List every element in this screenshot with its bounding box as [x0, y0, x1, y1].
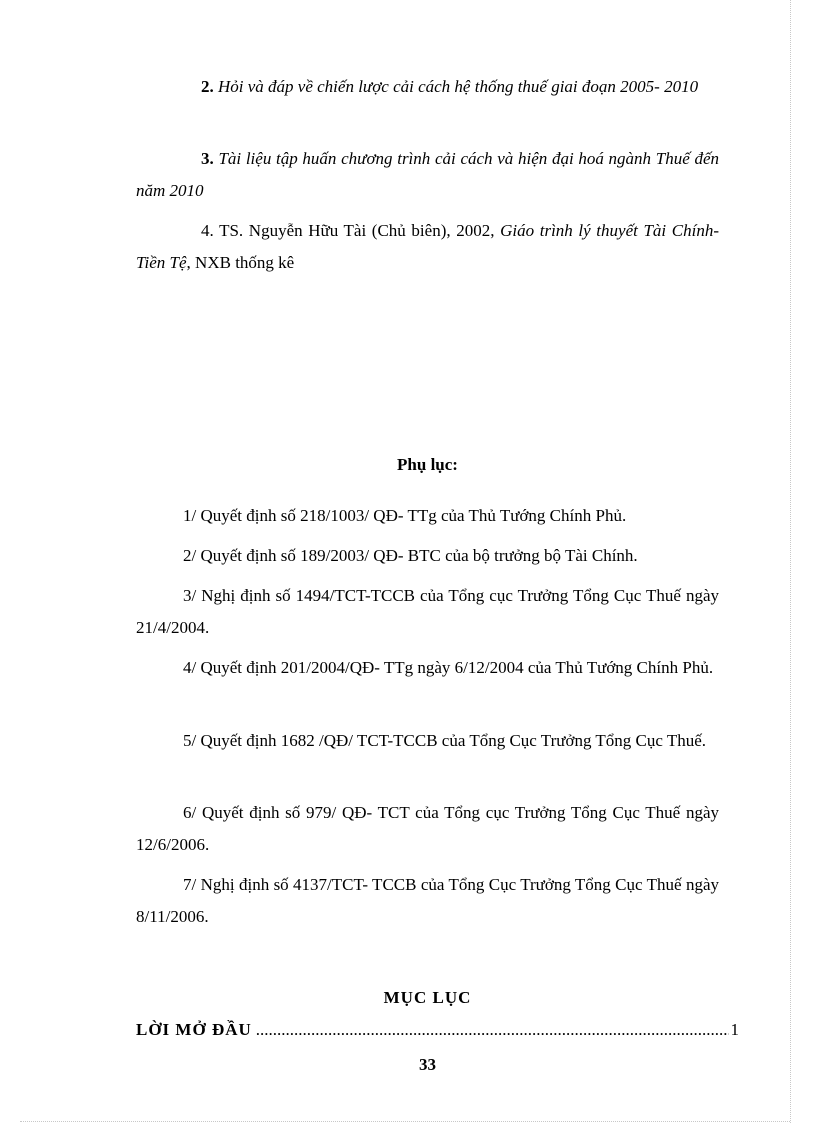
toc-entry[interactable]: [136, 1020, 739, 1040]
reference-item-4: [136, 215, 719, 279]
appendix-item: [136, 580, 719, 644]
appendix-item-text: 6/ Quyết định số 979/ QĐ- TCT của Tổng cục Trưởng Tổng Cục Thuế ngày 12/6/2006.: [136, 803, 719, 854]
appendix-item-text: 5/ Quyết định 1682 /QĐ/ TCT-TCCB của Tổng Cục Trưởng Tổng Cục Thuế.: [183, 731, 707, 750]
appendix-item: [136, 869, 719, 933]
appendix-item-text: 7/ Nghị định số 4137/TCT- TCCB của Tổng Cục Trưởng Tổng Cục Thuế ngày 8/11/2006.: [136, 875, 719, 926]
appendix-item: [136, 725, 719, 757]
page-border-right: [790, 0, 791, 1123]
appendix-item-text: 3/ Nghị định số 1494/TCT-TCCB của Tổng cục Trưởng Tổng Cục Thuế ngày 21/4/2004.: [136, 586, 719, 637]
reference-number: 4.: [201, 221, 214, 240]
reference-number: 3.: [201, 149, 214, 168]
appendix-item: [136, 540, 719, 572]
page-number: 33: [419, 1055, 436, 1074]
appendix-item-text: 1/ Quyết định số 218/1003/ QĐ- TTg của Thủ Tướng Chính Phủ.: [183, 506, 627, 525]
reference-title: Tài liệu tập huấn chương trình cải cách và hiện đại hoá ngành Thuế đến năm 2010: [136, 149, 719, 200]
appendix-item-text: 4/ Quyết định 201/2004/QĐ- TTg ngày 6/12/2004 của Thủ Tướng Chính Phủ.: [183, 658, 714, 677]
reference-author: TS. Nguyễn Hữu Tài (Chủ biên), 2002,: [219, 221, 495, 240]
appendix-item: [136, 500, 719, 532]
page-border-bottom: [20, 1121, 790, 1122]
appendix-heading: Phụ lục:: [397, 455, 458, 474]
appendix-item: [136, 797, 719, 861]
reference-title: Hỏi và đáp về chiến lược cải cách hệ thống thuế giai đoạn 2005- 2010: [218, 77, 699, 96]
toc-leader-dots: [256, 1020, 729, 1040]
reference-item-3: [136, 143, 719, 207]
toc-heading: MỤC LỤC: [383, 988, 472, 1007]
appendix-item: [136, 652, 719, 684]
appendix-item-text: 2/ Quyết định số 189/2003/ QĐ- BTC của bộ trưởng bộ Tài Chính.: [183, 546, 638, 565]
reference-number: 2.: [201, 77, 214, 96]
toc-entry-page: 1: [730, 1020, 739, 1039]
reference-item-2: [136, 71, 719, 103]
reference-title: Giáo trình lý thuyết Tài Chính- Tiền Tệ: [136, 221, 719, 272]
reference-publisher: , NXB thống kê: [186, 253, 295, 272]
toc-entry-label: LỜI MỞ ĐẦU: [136, 1020, 252, 1039]
